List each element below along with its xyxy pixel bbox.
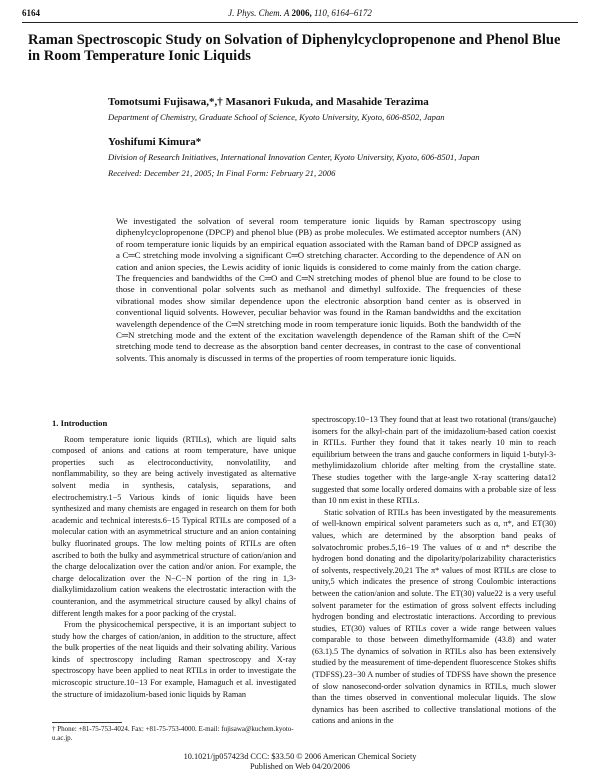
left-column	[52, 414, 296, 700]
paragraph: From the physicochemical perspective, it is an important subject to study how the charges of cation/anion, in addition to the structure, affect the bulk properties of the neat liquids and their solvating ability. Various kinds of spectroscopy including Raman spectroscopy and X-ray spectroscopy have been applied to neat RTILs in order to investigate the microscopic structure.10−13 For example, Hamaguch et al. investigated the structure of imidazolium-based ionic liquids by Raman	[52, 620, 296, 699]
doi-line: 10.1021/jp057423d CCC: $33.50 © 2006 American Chemical Society	[183, 752, 417, 761]
article-title: Raman Spectroscopic Study on Solvation of Diphenylcyclopropenone and Phenol Blue in Room Temperature Ionic Liquids	[28, 32, 561, 64]
journal-year: 2006,	[291, 8, 312, 18]
affiliation-2: Division of Research Initiatives, International Innovation Center, Kyoto University, Kyoto, 606-8501, Japan	[108, 152, 480, 162]
journal-volume-pages: 110, 6164–6172	[314, 8, 372, 18]
journal-name: J. Phys. Chem. A	[228, 8, 290, 18]
page-number: 6164	[22, 8, 40, 18]
paragraph: spectroscopy.10−13 They found that at least two rotational (trans/gauche) isomers for the alkyl-chain part of the imidazolium-based cation coexist in RTILs. Further they found that it takes nearly 10 min to reach equilibrium between the trans and gauche conformers in liquid 1-butyl-3-methylimidazolium chloride after melting from the crystalline state. These studies together with the large-angle X-ray scattering data12 suggested that some locally ordered domains with a probable size of less than 10 nm exist in these RTILs.	[312, 415, 556, 506]
footnote-rule	[52, 722, 122, 723]
abstract: We investigated the solvation of several room temperature ionic liquids by Raman spectroscopy using diphenylcyclopropenone (DPCP) and phenol blue (PB) as probe molecules. We estimated acceptor numbers (AN) of room temperature ionic liquids by an empirical equation associated with the Raman band of DPCP assigned as a C═C stretching mode involving a significant C═O stretching character. According to the dependence of AN on cation and anion species, the Lewis acidity of ionic liquids is considered to come mainly from the cation charge. The frequencies and bandwidths of the C═O and C═N stretching modes of phenol blue are found to be close to those in conventional polar solvents such as methanol and dimethyl sulfoxide. The frequencies of these vibrational modes show similar dependence upon the electronic absorption band center as is observed in conventional liquid solvents. However, peculiar behavior was found in the Raman bandwidths and the excitation wavelength dependence of the C═N stretching mode in room temperature ionic liquids. Both the bandwidth of the C═N stretching mode and the extent of the excitation wavelength dependence of the Raman shift of the C═N stretching mode tend to decrease as the absorption band center decreases, in contrast to the case of conventional solvents. This anomaly is discussed in terms of the properties of room temperature ionic liquids.	[116, 216, 521, 363]
affiliation-1: Department of Chemistry, Graduate School of Science, Kyoto University, Kyoto, 606-8502, Japan	[108, 112, 445, 122]
header-rule	[22, 22, 578, 23]
section-heading: 1. Introduction	[52, 418, 108, 428]
paragraph: Room temperature ionic liquids (RTILs), which are liquid salts composed of anions and cations at room temperature, have unique properties such as electroconductivity, nonvolatility, and nonflammability, so they are being actively investigated as alternative solvent media in synthesis, catalysis, separations, and electrochemistry.1−5 Various kinds of ionic liquids have been synthesized and many chemists are engaged in research on them for both academic and technical interests.6−15 Typical RTILs are composed of a molecular cation with an asymmetrical structure and an anion containing bulky fluorinated groups. The low melting points of RTILs are often ascribed to both the bulky and asymmetrical structure of cation/anion and the charge delocalization over the cation and/or anion. For example, the charge delocalization over the N−C−N portion of the ring in 1,3-dialkylimidazolium cation weakens the electrostatic interaction with the counteranion, and the asymmetrical structure caused by alkyl chains of different length makes for a poor packing of the crystal.	[52, 434, 296, 618]
published-date: Published on Web 04/20/2006	[250, 762, 350, 771]
author-line-1: Tomotsumi Fujisawa,*,† Masanori Fukuda, and Masahide Terazima	[108, 96, 429, 108]
received-dates: Received: December 21, 2005; In Final Form: February 21, 2006	[108, 168, 336, 178]
right-column	[312, 414, 556, 727]
journal-reference	[0, 8, 600, 18]
author-line-2: Yoshifumi Kimura*	[108, 136, 202, 148]
paragraph: Static solvation of RTILs has been investigated by the measurements of well-known empirical solvent parameters such as α, π*, and ET(30) values, which are determined by the absorption band peaks of solvatochromic probes.5,16−19 The values of α and π* describe the hydrogen bond donating and the dipolarity/polarizability characteristics of solvents, respectively.20,21 The π* values of most RTILs are close to unity,5 which indicates the presence of strong Coulombic interactions between the cation/anion and solute. The ET(30) value22 is a very useful solvent parameter for the estimation of gross solvent effects including hydrogen bonding and electrostatic interactions. According to previous studies, ET(30) values of RTILs cover a wide range between values comparable to those between dimethylformamide (43.8) and water (63.1).5 The dynamics of solvation in RTILs also has been extensively studied by the measurement of time-dependent fluorescence Stokes shifts (TDFSS).23−30 A number of studies of TDFSS have shown the presence of slow nanosecond-order solvation dynamics in RTILs, much slower than the times observed in conventional molecular liquids. The slow dynamics has been ascribed to collective translational motions of the cations and anions in the	[312, 507, 556, 726]
footnote: † Phone: +81-75-753-4024. Fax: +81-75-753-4000. E-mail: fujisawa@kuchem.kyoto-u.ac.jp.	[52, 725, 294, 742]
